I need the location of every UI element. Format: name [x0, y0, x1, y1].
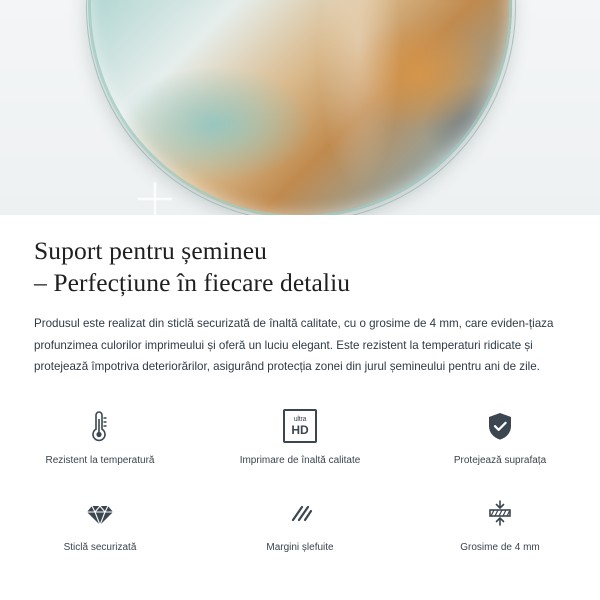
feature-label: Margini șlefuite — [266, 542, 334, 553]
thermometer-icon — [78, 404, 122, 448]
feature-grid — [0, 398, 600, 572]
description-paragraph: Produsul este realizat din sticlă securizată de înaltă calitate, cu o grosime de 4 mm, care eviden-țiaza profunzimea culorilor imprimeului și oferă un luciu elegant. Este rezistent la temperaturi ridicate și protejează împotriva deteriorărilor, asigurând protecția zonei din jurul șemineului pentru ani de zile. — [34, 317, 554, 373]
hero-product-image — [0, 0, 600, 215]
feature-label: Sticlă securizată — [63, 542, 137, 553]
feature-label: Protejează suprafața — [453, 455, 547, 466]
diamond-icon — [78, 491, 122, 535]
content-block — [0, 215, 600, 378]
shield-check-icon — [478, 404, 522, 448]
feature-item-surface-protection — [400, 398, 600, 485]
feature-label: Imprimare de înaltă calitate — [239, 455, 361, 466]
feature-label: Grosime de 4 mm — [460, 542, 540, 553]
ultra-hd-bottom-label: HD — [291, 423, 309, 437]
page-title — [0, 215, 600, 299]
feature-item-thickness — [400, 485, 600, 572]
thickness-icon — [478, 491, 522, 535]
feature-item-tempered-glass — [0, 485, 200, 572]
ultra-hd-top-label: ultra — [293, 416, 307, 423]
headline-line-2: – Perfecțiune în fiecare detaliu — [34, 268, 351, 297]
polished-edges-icon — [278, 491, 322, 535]
headline-line-1: Suport pentru șemineu — [34, 236, 267, 265]
feature-item-temperature — [0, 398, 200, 485]
glass-plate-image — [88, 0, 512, 215]
feature-item-print-quality — [200, 398, 400, 485]
ultra-hd-icon — [278, 404, 322, 448]
feature-label: Rezistent la temperatură — [45, 455, 155, 466]
feature-item-polished-edges — [200, 485, 400, 572]
